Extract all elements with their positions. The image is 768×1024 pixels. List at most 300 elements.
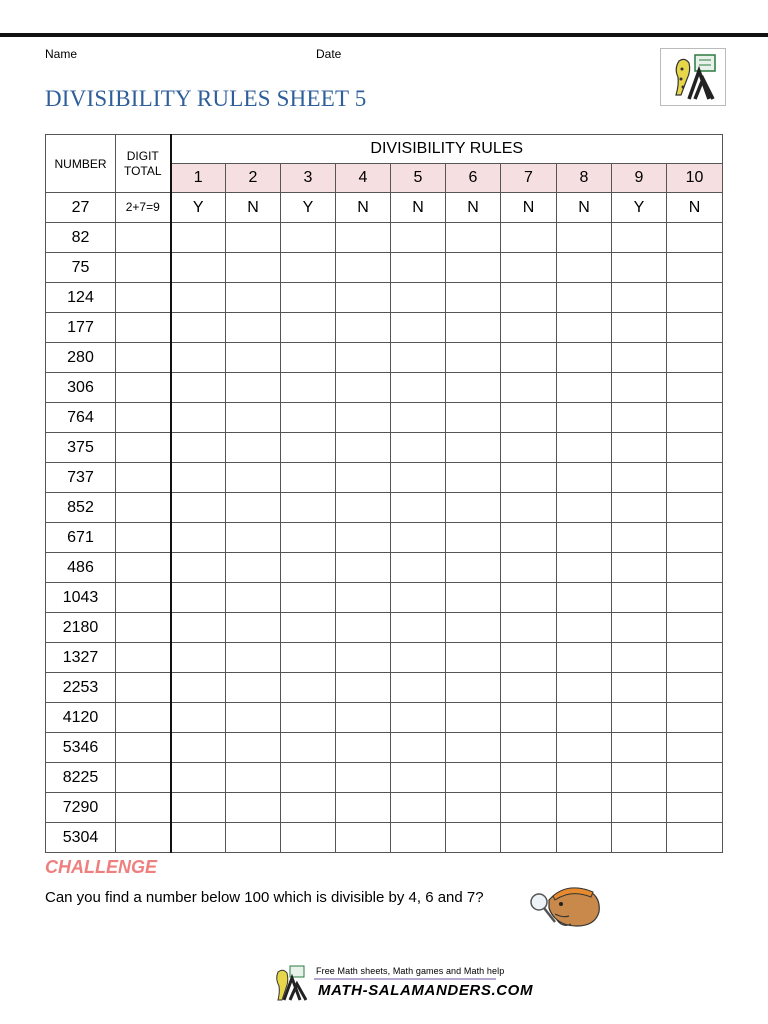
number-cell: 124 (46, 283, 116, 313)
answer-cell[interactable] (667, 583, 723, 613)
answer-cell[interactable] (391, 763, 446, 793)
answer-cell[interactable] (336, 403, 391, 433)
answer-cell[interactable] (612, 583, 667, 613)
answer-cell[interactable] (446, 373, 501, 403)
answer-cell[interactable] (557, 583, 612, 613)
digit-total-cell[interactable] (116, 583, 171, 613)
answer-cell[interactable] (557, 493, 612, 523)
answer-cell[interactable] (226, 643, 281, 673)
answer-cell[interactable] (612, 613, 667, 643)
answer-cell[interactable] (391, 613, 446, 643)
answer-cell[interactable]: Y (281, 193, 336, 223)
answer-cell[interactable] (281, 223, 336, 253)
answer-cell[interactable] (446, 523, 501, 553)
answer-cell[interactable] (281, 733, 336, 763)
answer-cell[interactable] (391, 703, 446, 733)
answer-cell[interactable] (667, 703, 723, 733)
answer-cell[interactable] (281, 463, 336, 493)
answer-cell[interactable] (171, 733, 226, 763)
answer-cell[interactable] (336, 493, 391, 523)
rule-number-header: 6 (446, 164, 501, 193)
answer-cell[interactable] (557, 253, 612, 283)
answer-cell[interactable]: N (667, 193, 723, 223)
answer-cell[interactable] (336, 613, 391, 643)
number-cell: 306 (46, 373, 116, 403)
answer-cell[interactable] (501, 463, 557, 493)
answer-cell[interactable] (171, 313, 226, 343)
answer-cell[interactable] (557, 553, 612, 583)
answer-cell[interactable] (667, 643, 723, 673)
answer-cell[interactable] (171, 523, 226, 553)
answer-cell[interactable] (612, 733, 667, 763)
answer-cell[interactable] (281, 373, 336, 403)
answer-cell[interactable] (281, 763, 336, 793)
rule-number-header: 1 (171, 164, 226, 193)
answer-cell[interactable] (446, 673, 501, 703)
digit-total-cell[interactable] (116, 823, 171, 853)
answer-cell[interactable] (446, 433, 501, 463)
table-row (46, 433, 723, 463)
answer-cell[interactable] (226, 433, 281, 463)
answer-cell[interactable] (391, 343, 446, 373)
number-cell: 2180 (46, 613, 116, 643)
answer-cell[interactable] (612, 763, 667, 793)
answer-cell[interactable] (667, 433, 723, 463)
answer-cell[interactable] (446, 343, 501, 373)
answer-cell[interactable] (171, 433, 226, 463)
answer-cell[interactable] (612, 493, 667, 523)
answer-cell[interactable]: N (391, 193, 446, 223)
answer-cell[interactable] (446, 493, 501, 523)
answer-cell[interactable] (501, 493, 557, 523)
answer-cell[interactable] (667, 223, 723, 253)
number-cell: 5346 (46, 733, 116, 763)
answer-cell[interactable] (501, 523, 557, 553)
answer-cell[interactable] (336, 313, 391, 343)
top-rule (0, 33, 768, 37)
answer-cell[interactable] (612, 673, 667, 703)
answer-cell[interactable] (281, 673, 336, 703)
answer-cell[interactable] (281, 523, 336, 553)
answer-cell[interactable] (501, 643, 557, 673)
answer-cell[interactable] (446, 253, 501, 283)
answer-cell[interactable] (336, 433, 391, 463)
answer-cell[interactable] (557, 403, 612, 433)
number-cell: 375 (46, 433, 116, 463)
answer-cell[interactable] (226, 253, 281, 283)
answer-cell[interactable] (281, 553, 336, 583)
table-row (46, 703, 723, 733)
answer-cell[interactable] (667, 493, 723, 523)
answer-cell[interactable] (667, 673, 723, 703)
table-row (46, 223, 723, 253)
answer-cell[interactable] (336, 673, 391, 703)
answer-cell[interactable] (446, 553, 501, 583)
salamander-logo-icon (660, 48, 726, 106)
digit-total-cell[interactable] (116, 673, 171, 703)
answer-cell[interactable] (171, 463, 226, 493)
answer-cell[interactable] (501, 763, 557, 793)
answer-cell[interactable] (501, 433, 557, 463)
answer-cell[interactable] (391, 403, 446, 433)
answer-cell[interactable] (226, 673, 281, 703)
rule-number-header: 8 (557, 164, 612, 193)
number-cell: 8225 (46, 763, 116, 793)
table-row (46, 733, 723, 763)
challenge-heading: CHALLENGE (45, 857, 157, 877)
answer-cell[interactable] (501, 703, 557, 733)
answer-cell[interactable] (557, 643, 612, 673)
number-cell: 280 (46, 343, 116, 373)
answer-cell[interactable] (171, 643, 226, 673)
answer-cell[interactable] (612, 463, 667, 493)
answer-cell[interactable] (171, 673, 226, 703)
answer-cell[interactable] (667, 313, 723, 343)
answer-cell[interactable] (336, 763, 391, 793)
answer-cell[interactable] (612, 703, 667, 733)
answer-cell[interactable] (446, 703, 501, 733)
answer-cell[interactable] (171, 283, 226, 313)
answer-cell[interactable] (612, 223, 667, 253)
answer-cell[interactable] (557, 763, 612, 793)
table-row (46, 313, 723, 343)
answer-cell[interactable] (336, 793, 391, 823)
table-row (46, 613, 723, 643)
number-cell: 5304 (46, 823, 116, 853)
answer-cell[interactable] (171, 493, 226, 523)
answer-cell[interactable] (667, 463, 723, 493)
answer-cell[interactable] (391, 733, 446, 763)
answer-cell[interactable] (501, 733, 557, 763)
answer-cell[interactable] (226, 613, 281, 643)
table-row (46, 283, 723, 313)
answer-cell[interactable] (336, 733, 391, 763)
answer-cell[interactable] (667, 343, 723, 373)
answer-cell[interactable] (557, 793, 612, 823)
digit-total-cell[interactable] (116, 763, 171, 793)
rule-number-header: 10 (667, 164, 723, 193)
answer-cell[interactable] (391, 583, 446, 613)
answer-cell[interactable] (667, 823, 723, 853)
answer-cell[interactable] (171, 613, 226, 643)
challenge-question: Can you find a number below 100 which is divisible by 4, 6 and 7? (45, 889, 484, 906)
answer-cell[interactable] (281, 313, 336, 343)
answer-cell[interactable] (226, 403, 281, 433)
answer-cell[interactable] (612, 343, 667, 373)
answer-cell[interactable] (336, 553, 391, 583)
answer-cell[interactable] (557, 613, 612, 643)
number-cell: 737 (46, 463, 116, 493)
answer-cell[interactable] (226, 733, 281, 763)
answer-cell[interactable] (391, 463, 446, 493)
answer-cell[interactable]: Y (171, 193, 226, 223)
digit-total-cell[interactable] (116, 433, 171, 463)
number-cell: 4120 (46, 703, 116, 733)
answer-cell[interactable] (446, 823, 501, 853)
divisibility-table (45, 134, 723, 853)
answer-cell[interactable] (171, 403, 226, 433)
answer-cell[interactable] (281, 823, 336, 853)
number-cell: 27 (46, 193, 116, 223)
answer-cell[interactable] (391, 793, 446, 823)
answer-cell[interactable] (446, 613, 501, 643)
answer-cell[interactable] (557, 283, 612, 313)
table-row (46, 583, 723, 613)
answer-cell[interactable] (557, 703, 612, 733)
answer-cell[interactable] (336, 283, 391, 313)
digit-total-cell[interactable] (116, 733, 171, 763)
answer-cell[interactable] (171, 703, 226, 733)
answer-cell[interactable] (336, 643, 391, 673)
page-title: DIVISIBILITY RULES SHEET 5 (45, 86, 367, 111)
answer-cell[interactable] (557, 523, 612, 553)
answer-cell[interactable] (336, 373, 391, 403)
answer-cell[interactable] (557, 343, 612, 373)
answer-cell[interactable] (281, 613, 336, 643)
answer-cell[interactable] (612, 553, 667, 583)
answer-cell[interactable] (446, 643, 501, 673)
answer-cell[interactable] (336, 253, 391, 283)
answer-cell[interactable] (226, 523, 281, 553)
answer-cell[interactable] (667, 763, 723, 793)
answer-cell[interactable] (171, 223, 226, 253)
answer-cell[interactable] (501, 283, 557, 313)
answer-cell[interactable] (336, 583, 391, 613)
digit-header-line2: TOTAL (123, 163, 162, 178)
header-row-1 (46, 135, 723, 164)
answer-cell[interactable] (612, 433, 667, 463)
answer-cell[interactable] (281, 703, 336, 733)
answer-cell[interactable] (336, 463, 391, 493)
answer-cell[interactable] (557, 223, 612, 253)
answer-cell[interactable]: N (557, 193, 612, 223)
table-row (46, 523, 723, 553)
digit-total-cell[interactable] (116, 283, 171, 313)
answer-cell[interactable] (171, 763, 226, 793)
answer-cell[interactable] (171, 583, 226, 613)
answer-cell[interactable] (501, 553, 557, 583)
rule-number-header: 5 (391, 164, 446, 193)
answer-cell[interactable] (226, 793, 281, 823)
number-cell: 852 (46, 493, 116, 523)
answer-cell[interactable] (557, 433, 612, 463)
answer-cell[interactable] (612, 523, 667, 553)
answer-cell[interactable] (226, 703, 281, 733)
answer-cell[interactable] (281, 283, 336, 313)
answer-cell[interactable] (226, 823, 281, 853)
answer-cell[interactable] (501, 613, 557, 643)
answer-cell[interactable] (557, 823, 612, 853)
answer-cell[interactable] (226, 583, 281, 613)
answer-cell[interactable] (501, 313, 557, 343)
table-row (46, 193, 723, 223)
number-cell: 7290 (46, 793, 116, 823)
number-cell: 764 (46, 403, 116, 433)
answer-cell[interactable] (281, 793, 336, 823)
digit-total-cell[interactable] (116, 613, 171, 643)
answer-cell[interactable] (501, 223, 557, 253)
answer-cell[interactable] (336, 343, 391, 373)
answer-cell[interactable] (171, 793, 226, 823)
answer-cell[interactable] (557, 463, 612, 493)
table-row (46, 373, 723, 403)
table-row (46, 823, 723, 853)
answer-cell[interactable] (336, 223, 391, 253)
number-column-header: NUMBER (46, 135, 116, 193)
number-cell: 671 (46, 523, 116, 553)
table-row (46, 463, 723, 493)
number-cell: 75 (46, 253, 116, 283)
answer-cell[interactable] (391, 523, 446, 553)
digit-total-cell[interactable] (116, 313, 171, 343)
rule-number-header: 9 (612, 164, 667, 193)
number-cell: 1327 (46, 643, 116, 673)
answer-cell[interactable] (281, 643, 336, 673)
answer-cell[interactable] (391, 553, 446, 583)
digit-total-cell[interactable] (116, 373, 171, 403)
answer-cell[interactable]: N (501, 193, 557, 223)
number-cell: 177 (46, 313, 116, 343)
digit-total-cell[interactable] (116, 493, 171, 523)
answer-cell[interactable] (171, 343, 226, 373)
digit-total-cell[interactable] (116, 343, 171, 373)
answer-cell[interactable] (446, 583, 501, 613)
answer-cell[interactable] (501, 673, 557, 703)
rule-number-header: 2 (226, 164, 281, 193)
answer-cell[interactable] (281, 403, 336, 433)
answer-cell[interactable] (612, 313, 667, 343)
answer-cell[interactable] (281, 493, 336, 523)
answer-cell[interactable] (226, 373, 281, 403)
answer-cell[interactable] (226, 313, 281, 343)
digit-total-cell[interactable]: 2+7=9 (116, 193, 171, 223)
answer-cell[interactable] (446, 733, 501, 763)
digit-total-cell[interactable] (116, 643, 171, 673)
answer-cell[interactable] (446, 463, 501, 493)
answer-cell[interactable] (667, 523, 723, 553)
answer-cell[interactable] (612, 373, 667, 403)
table-row (46, 253, 723, 283)
answer-cell[interactable] (501, 403, 557, 433)
rule-number-header: 4 (336, 164, 391, 193)
answer-cell[interactable] (391, 283, 446, 313)
answer-cell[interactable] (612, 283, 667, 313)
answer-cell[interactable]: N (446, 193, 501, 223)
answer-cell[interactable] (281, 433, 336, 463)
answer-cell[interactable] (446, 793, 501, 823)
answer-cell[interactable] (391, 253, 446, 283)
answer-cell[interactable] (667, 283, 723, 313)
answer-cell[interactable] (226, 763, 281, 793)
answer-cell[interactable] (391, 313, 446, 343)
answer-cell[interactable] (557, 673, 612, 703)
answer-cell[interactable] (612, 403, 667, 433)
answer-cell[interactable] (667, 253, 723, 283)
answer-cell[interactable]: N (336, 193, 391, 223)
answer-cell[interactable] (226, 343, 281, 373)
divisibility-rules-header: DIVISIBILITY RULES (171, 135, 723, 164)
digit-total-column-header (116, 135, 171, 193)
answer-cell[interactable] (446, 283, 501, 313)
answer-cell[interactable] (501, 583, 557, 613)
answer-cell[interactable] (171, 253, 226, 283)
answer-cell[interactable] (667, 553, 723, 583)
number-cell: 486 (46, 553, 116, 583)
answer-cell[interactable] (501, 373, 557, 403)
answer-cell[interactable] (391, 823, 446, 853)
digit-total-cell[interactable] (116, 223, 171, 253)
rule-number-header: 7 (501, 164, 557, 193)
answer-cell[interactable] (226, 553, 281, 583)
answer-cell[interactable] (391, 433, 446, 463)
answer-cell[interactable] (171, 373, 226, 403)
answer-cell[interactable] (226, 283, 281, 313)
answer-cell[interactable] (667, 733, 723, 763)
answer-cell[interactable] (391, 643, 446, 673)
answer-cell[interactable] (391, 223, 446, 253)
answer-cell[interactable] (336, 523, 391, 553)
answer-cell[interactable] (612, 823, 667, 853)
table-row (46, 553, 723, 583)
answer-cell[interactable] (612, 643, 667, 673)
answer-cell[interactable] (557, 313, 612, 343)
answer-cell[interactable] (281, 253, 336, 283)
answer-cell[interactable] (171, 553, 226, 583)
answer-cell[interactable] (501, 793, 557, 823)
answer-cell[interactable] (446, 313, 501, 343)
table-row (46, 403, 723, 433)
answer-cell[interactable] (501, 253, 557, 283)
answer-cell[interactable] (171, 823, 226, 853)
digit-total-cell[interactable] (116, 793, 171, 823)
answer-cell[interactable] (446, 763, 501, 793)
answer-cell[interactable] (557, 733, 612, 763)
answer-cell[interactable] (446, 223, 501, 253)
digit-total-cell[interactable] (116, 523, 171, 553)
answer-cell[interactable] (667, 793, 723, 823)
digit-total-cell[interactable] (116, 403, 171, 433)
table-row (46, 793, 723, 823)
table-row (46, 493, 723, 523)
answer-cell[interactable] (501, 343, 557, 373)
answer-cell[interactable] (557, 373, 612, 403)
answer-cell[interactable] (391, 493, 446, 523)
answer-cell[interactable] (281, 343, 336, 373)
answer-cell[interactable] (336, 823, 391, 853)
digit-total-cell[interactable] (116, 703, 171, 733)
digit-total-cell[interactable] (116, 553, 171, 583)
answer-cell[interactable] (391, 673, 446, 703)
answer-cell[interactable] (226, 493, 281, 523)
answer-cell[interactable] (667, 613, 723, 643)
answer-cell[interactable] (446, 403, 501, 433)
answer-cell[interactable] (501, 823, 557, 853)
answer-cell[interactable] (336, 703, 391, 733)
answer-cell[interactable] (612, 793, 667, 823)
answer-cell[interactable] (612, 253, 667, 283)
digit-total-cell[interactable] (116, 253, 171, 283)
answer-cell[interactable] (667, 403, 723, 433)
digit-total-cell[interactable] (116, 463, 171, 493)
table-row (46, 763, 723, 793)
answer-cell[interactable]: N (226, 193, 281, 223)
answer-cell[interactable] (281, 583, 336, 613)
answer-cell[interactable]: Y (612, 193, 667, 223)
answer-cell[interactable] (226, 463, 281, 493)
answer-cell[interactable] (667, 373, 723, 403)
answer-cell[interactable] (391, 373, 446, 403)
answer-cell[interactable] (226, 223, 281, 253)
